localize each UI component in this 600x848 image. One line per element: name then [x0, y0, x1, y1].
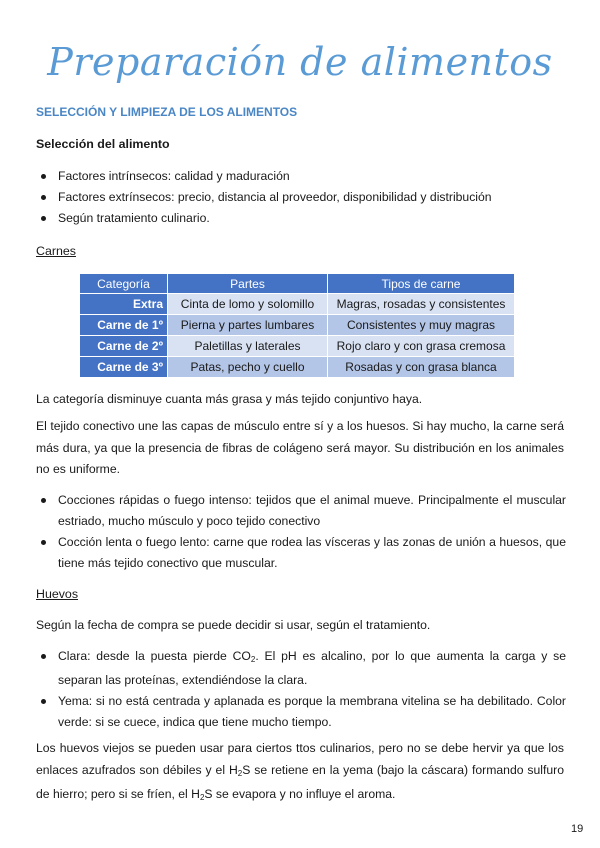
clara-text-a: Clara: desde la puesta pierde CO — [58, 649, 251, 663]
list-item: Cocción lenta o fuego lento: carne que rodea las vísceras y las zonas de unión a huesos, que tiene más tejido conectivo que muscular. — [36, 532, 566, 574]
table-cell: Extra — [80, 294, 168, 315]
table-cell: Rosadas y con grasa blanca — [328, 357, 515, 378]
huevos-paragraph-2 — [36, 738, 564, 809]
clara-text-b: . El pH es alcalino, por lo que aumenta la carga y se separan las proteínas, extendiéndose la clara. — [58, 649, 567, 687]
list-item: Factores extrínsecos: precio, distancia al proveedor, disponibilidad y distribución — [36, 187, 566, 208]
table-cell: Carne de 2º — [80, 336, 168, 357]
table-cell: Patas, pecho y cuello — [168, 357, 328, 378]
seleccion-heading: Selección del alimento — [36, 137, 170, 151]
table-header-cell: Partes — [168, 274, 328, 294]
table-header-row — [80, 274, 515, 294]
subscript: 2 — [199, 793, 205, 802]
table-cell: Carne de 3º — [80, 357, 168, 378]
para-text-a: Los huevos viejos se pueden usar para ciertos ttos culinarios, pero no se debe hervir ya que los enlaces azufrados son débiles y el H — [36, 741, 564, 777]
para-text-b: S se retiene en la yema (bajo la cáscara) formando sulfuro de hierro; pero si se fríen, el H — [36, 762, 565, 801]
table-cell: Magras, rosadas y consistentes — [328, 294, 515, 315]
carnes-paragraph-1: La categoría disminuye cuanta más grasa y más tejido conjuntivo haya. — [36, 392, 423, 406]
table-cell: Paletillas y laterales — [168, 336, 328, 357]
list-item: Yema: si no está centrada y aplanada es porque la membrana vitelina se ha debilitado. Color verde: si se cuece, indica que tiene mucho tiempo. — [36, 691, 566, 733]
table-cell: Cinta de lomo y solomillo — [168, 294, 328, 315]
subscript: 2 — [250, 655, 256, 664]
huevos-paragraph-1: Según la fecha de compra se puede decidir si usar, según el tratamiento. — [36, 618, 431, 632]
list-item: Factores intrínsecos: calidad y maduración — [36, 166, 566, 187]
meat-category-table — [79, 273, 515, 378]
section-heading: SELECCIÓN Y LIMPIEZA DE LOS ALIMENTOS — [36, 105, 298, 119]
table-cell: Pierna y partes lumbares — [168, 315, 328, 336]
carnes-list — [36, 490, 566, 574]
table-cell: Rojo claro y con grasa cremosa — [328, 336, 515, 357]
seleccion-list — [36, 166, 566, 229]
table-cell: Consistentes y muy magras — [328, 315, 515, 336]
table-row — [80, 315, 515, 336]
table-cell: Carne de 1º — [80, 315, 168, 336]
table-header-cell: Categoría — [80, 274, 168, 294]
list-item: Según tratamiento culinario. — [36, 208, 566, 229]
carnes-paragraph-2: El tejido conectivo une las capas de músculo entre sí y a los huesos. Si hay mucho, la carne será más dura, ya que la presencia de fibras de colágeno será mayor. Su distribución en los animales no es uniforme. — [36, 419, 564, 476]
table-row — [80, 357, 515, 378]
list-item — [36, 646, 566, 691]
huevos-list — [36, 646, 566, 733]
subscript: 2 — [237, 768, 243, 778]
page-title: Preparación de alimentos — [47, 40, 553, 84]
para-text-c: S se evapora y no influye el aroma. — [204, 787, 396, 801]
carnes-heading: Carnes — [36, 244, 76, 258]
list-item: Cocciones rápidas o fuego intenso: tejidos que el animal mueve. Principalmente el muscular estriado, mucho músculo y poco tejido conectivo — [36, 490, 566, 532]
page-number: 19 — [571, 823, 584, 835]
table-row — [80, 336, 515, 357]
table-row — [80, 294, 515, 315]
huevos-heading: Huevos — [36, 587, 79, 601]
table-header-cell: Tipos de carne — [328, 274, 515, 294]
